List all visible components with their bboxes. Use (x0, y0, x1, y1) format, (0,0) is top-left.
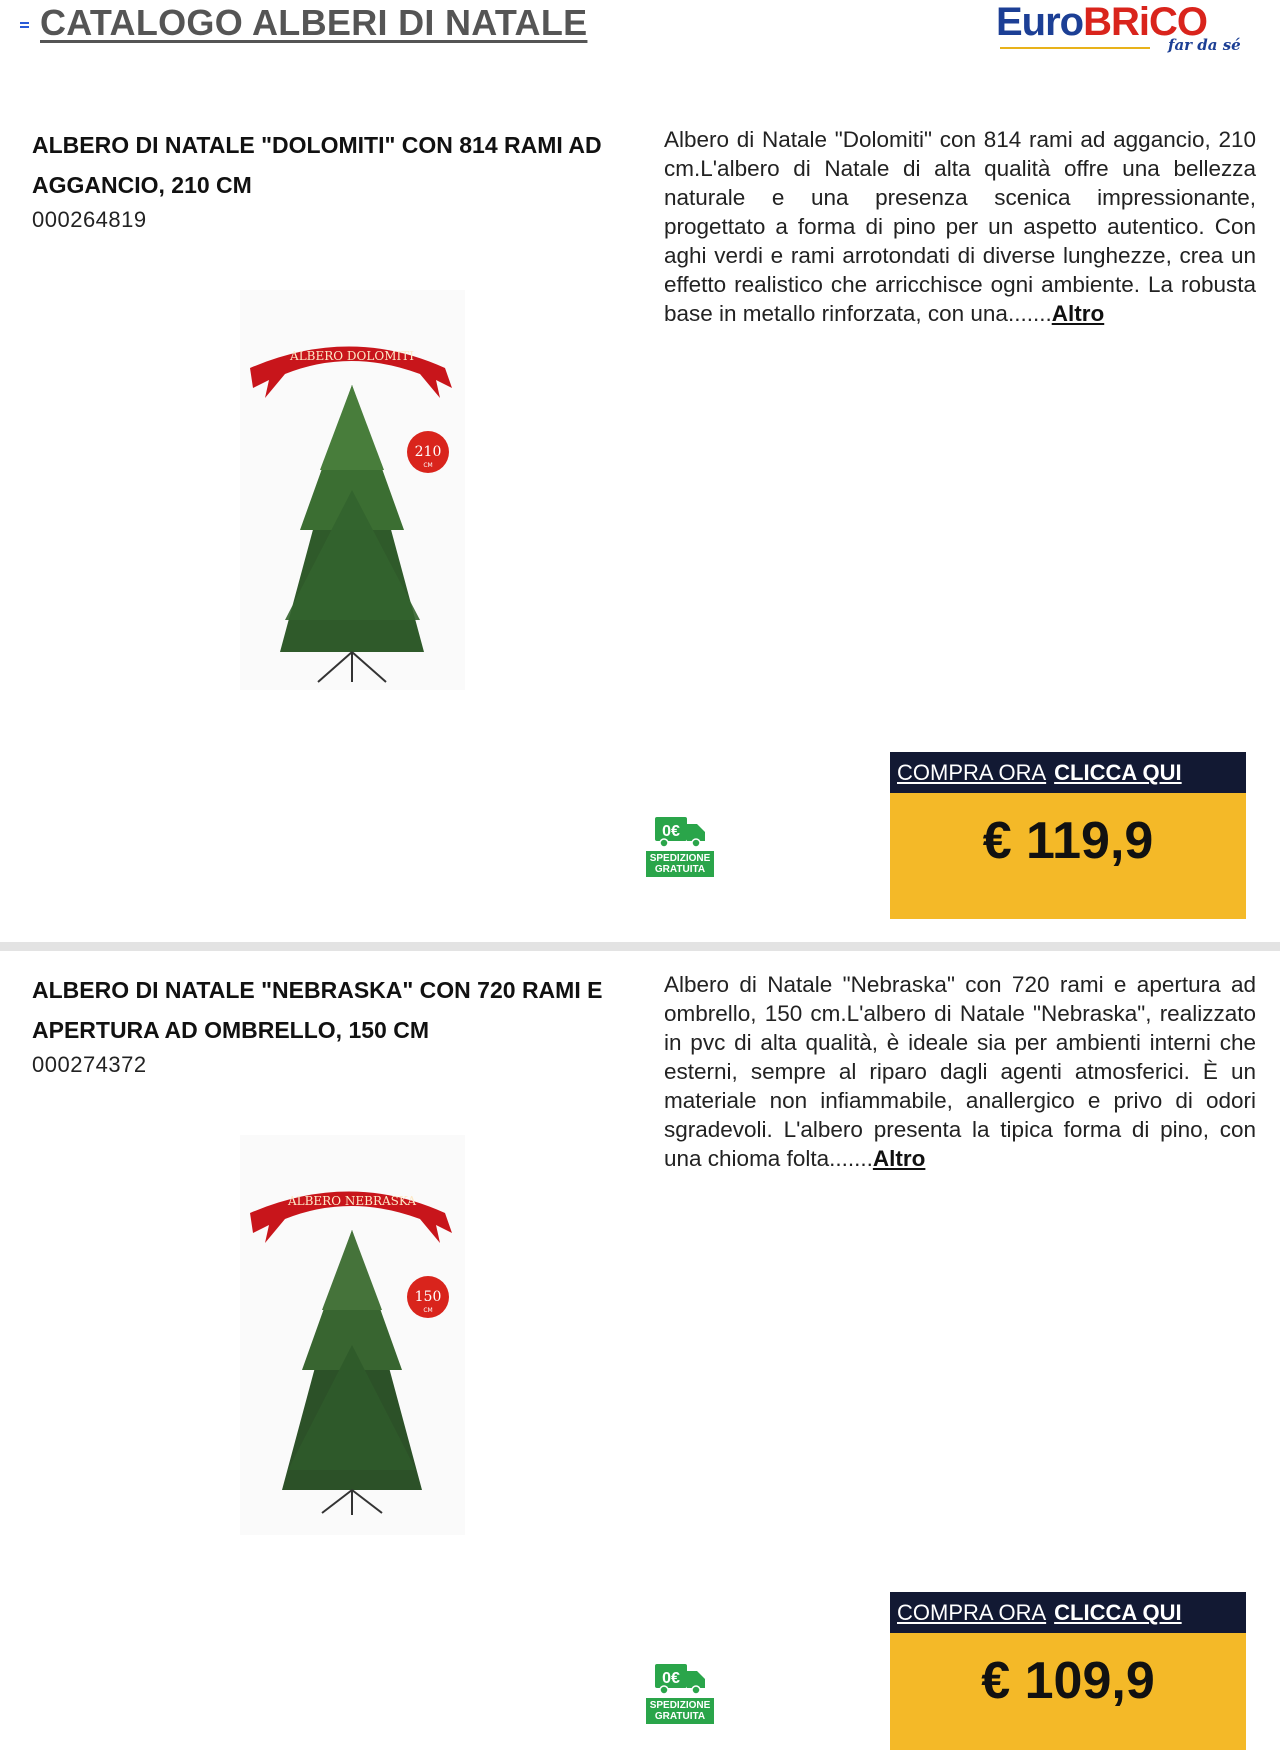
product-image[interactable] (240, 1135, 465, 1535)
free-shipping-label: SPEDIZIONE GRATUITA (646, 1698, 714, 1724)
product-card (0, 105, 1280, 945)
tree-banner-text: ALBERO NEBRASKA (287, 1194, 417, 1208)
height-badge-unit: CM (423, 1307, 433, 1314)
product-description (664, 970, 1256, 1173)
click-here-link[interactable]: CLICCA QUI (1054, 760, 1182, 785)
page-title[interactable]: CATALOGO ALBERI DI NATALE (40, 2, 588, 43)
eurobrico-logo[interactable] (996, 0, 1246, 58)
buy-now-bar (890, 752, 1246, 793)
price-box (890, 752, 1246, 919)
more-link[interactable]: Altro (1051, 301, 1105, 326)
height-badge-text: 210 (414, 444, 442, 460)
product-title: ALBERO DI NATALE "NEBRASKA" CON 720 RAMI E APERTURA AD OMBRELLO, 150 CM (32, 977, 603, 1043)
buy-now-bar (890, 1592, 1246, 1633)
product-description (664, 125, 1256, 328)
free-shipping-badge (646, 1660, 714, 1732)
product-code: 000264819 (32, 207, 147, 232)
product-code: 000274372 (32, 1052, 147, 1077)
product-price[interactable]: € 109,9 (890, 1633, 1246, 1750)
logo-euro-text: Euro (996, 0, 1084, 44)
buy-now-link[interactable]: COMPRA ORA (897, 1600, 1047, 1625)
product-card (0, 950, 1280, 1750)
logo-brico-text: BRiCO (1083, 0, 1208, 44)
christmas-tree-image (240, 1135, 465, 1535)
christmas-tree-image (240, 290, 465, 690)
page-header (0, 0, 1280, 60)
price-box (890, 1592, 1246, 1750)
logo-tagline: far da sé (1168, 36, 1241, 54)
svg-text:0€: 0€ (662, 823, 680, 840)
tree-banner-text: ALBERO DOLOMITI (290, 349, 414, 363)
description-text: Albero di Natale "Nebraska" con 720 rami e apertura ad ombrello, 150 cm.L'albero di Natale "Nebraska", realizzato in pvc di alta qualità, è ideale sia per ambienti interni che esterni, sempre al riparo dagli agenti atmosferici. È un materiale non infiammabile, anallergico e privo di odori sgradevoli. L'albero presenta la tipica forma di pino, con una chioma folta....... (664, 972, 1256, 1171)
svg-text:0€: 0€ (662, 1670, 680, 1687)
logo-underline (1000, 47, 1150, 49)
buy-now-link[interactable]: COMPRA ORA (897, 760, 1047, 785)
free-shipping-badge (646, 813, 714, 885)
delivery-truck-icon (655, 815, 707, 847)
product-price[interactable]: € 119,9 (890, 793, 1246, 919)
product-title: ALBERO DI NATALE "DOLOMITI" CON 814 RAMI AD AGGANCIO, 210 CM (32, 132, 602, 198)
more-link[interactable]: Altro (872, 1146, 926, 1171)
click-here-link[interactable]: CLICCA QUI (1054, 1600, 1182, 1625)
height-badge-text: 150 (414, 1289, 442, 1305)
product-image[interactable] (240, 290, 465, 690)
height-badge-unit: CM (423, 462, 433, 469)
description-text: Albero di Natale "Dolomiti" con 814 rami ad aggancio, 210 cm.L'albero di Natale di alta qualità offre una bellezza naturale e una presenza scenica impressionante, progettato a forma di pino per un aspetto autentico. Con aghi verdi e rami arrotondati di diverse lunghezze, crea un effetto realistico che arricchisce ogni ambiente. La robusta base in metallo rinforzata, con una....... (664, 127, 1256, 326)
free-shipping-label: SPEDIZIONE GRATUITA (646, 851, 714, 877)
menu-icon[interactable] (20, 22, 29, 28)
delivery-truck-icon (655, 1662, 707, 1694)
